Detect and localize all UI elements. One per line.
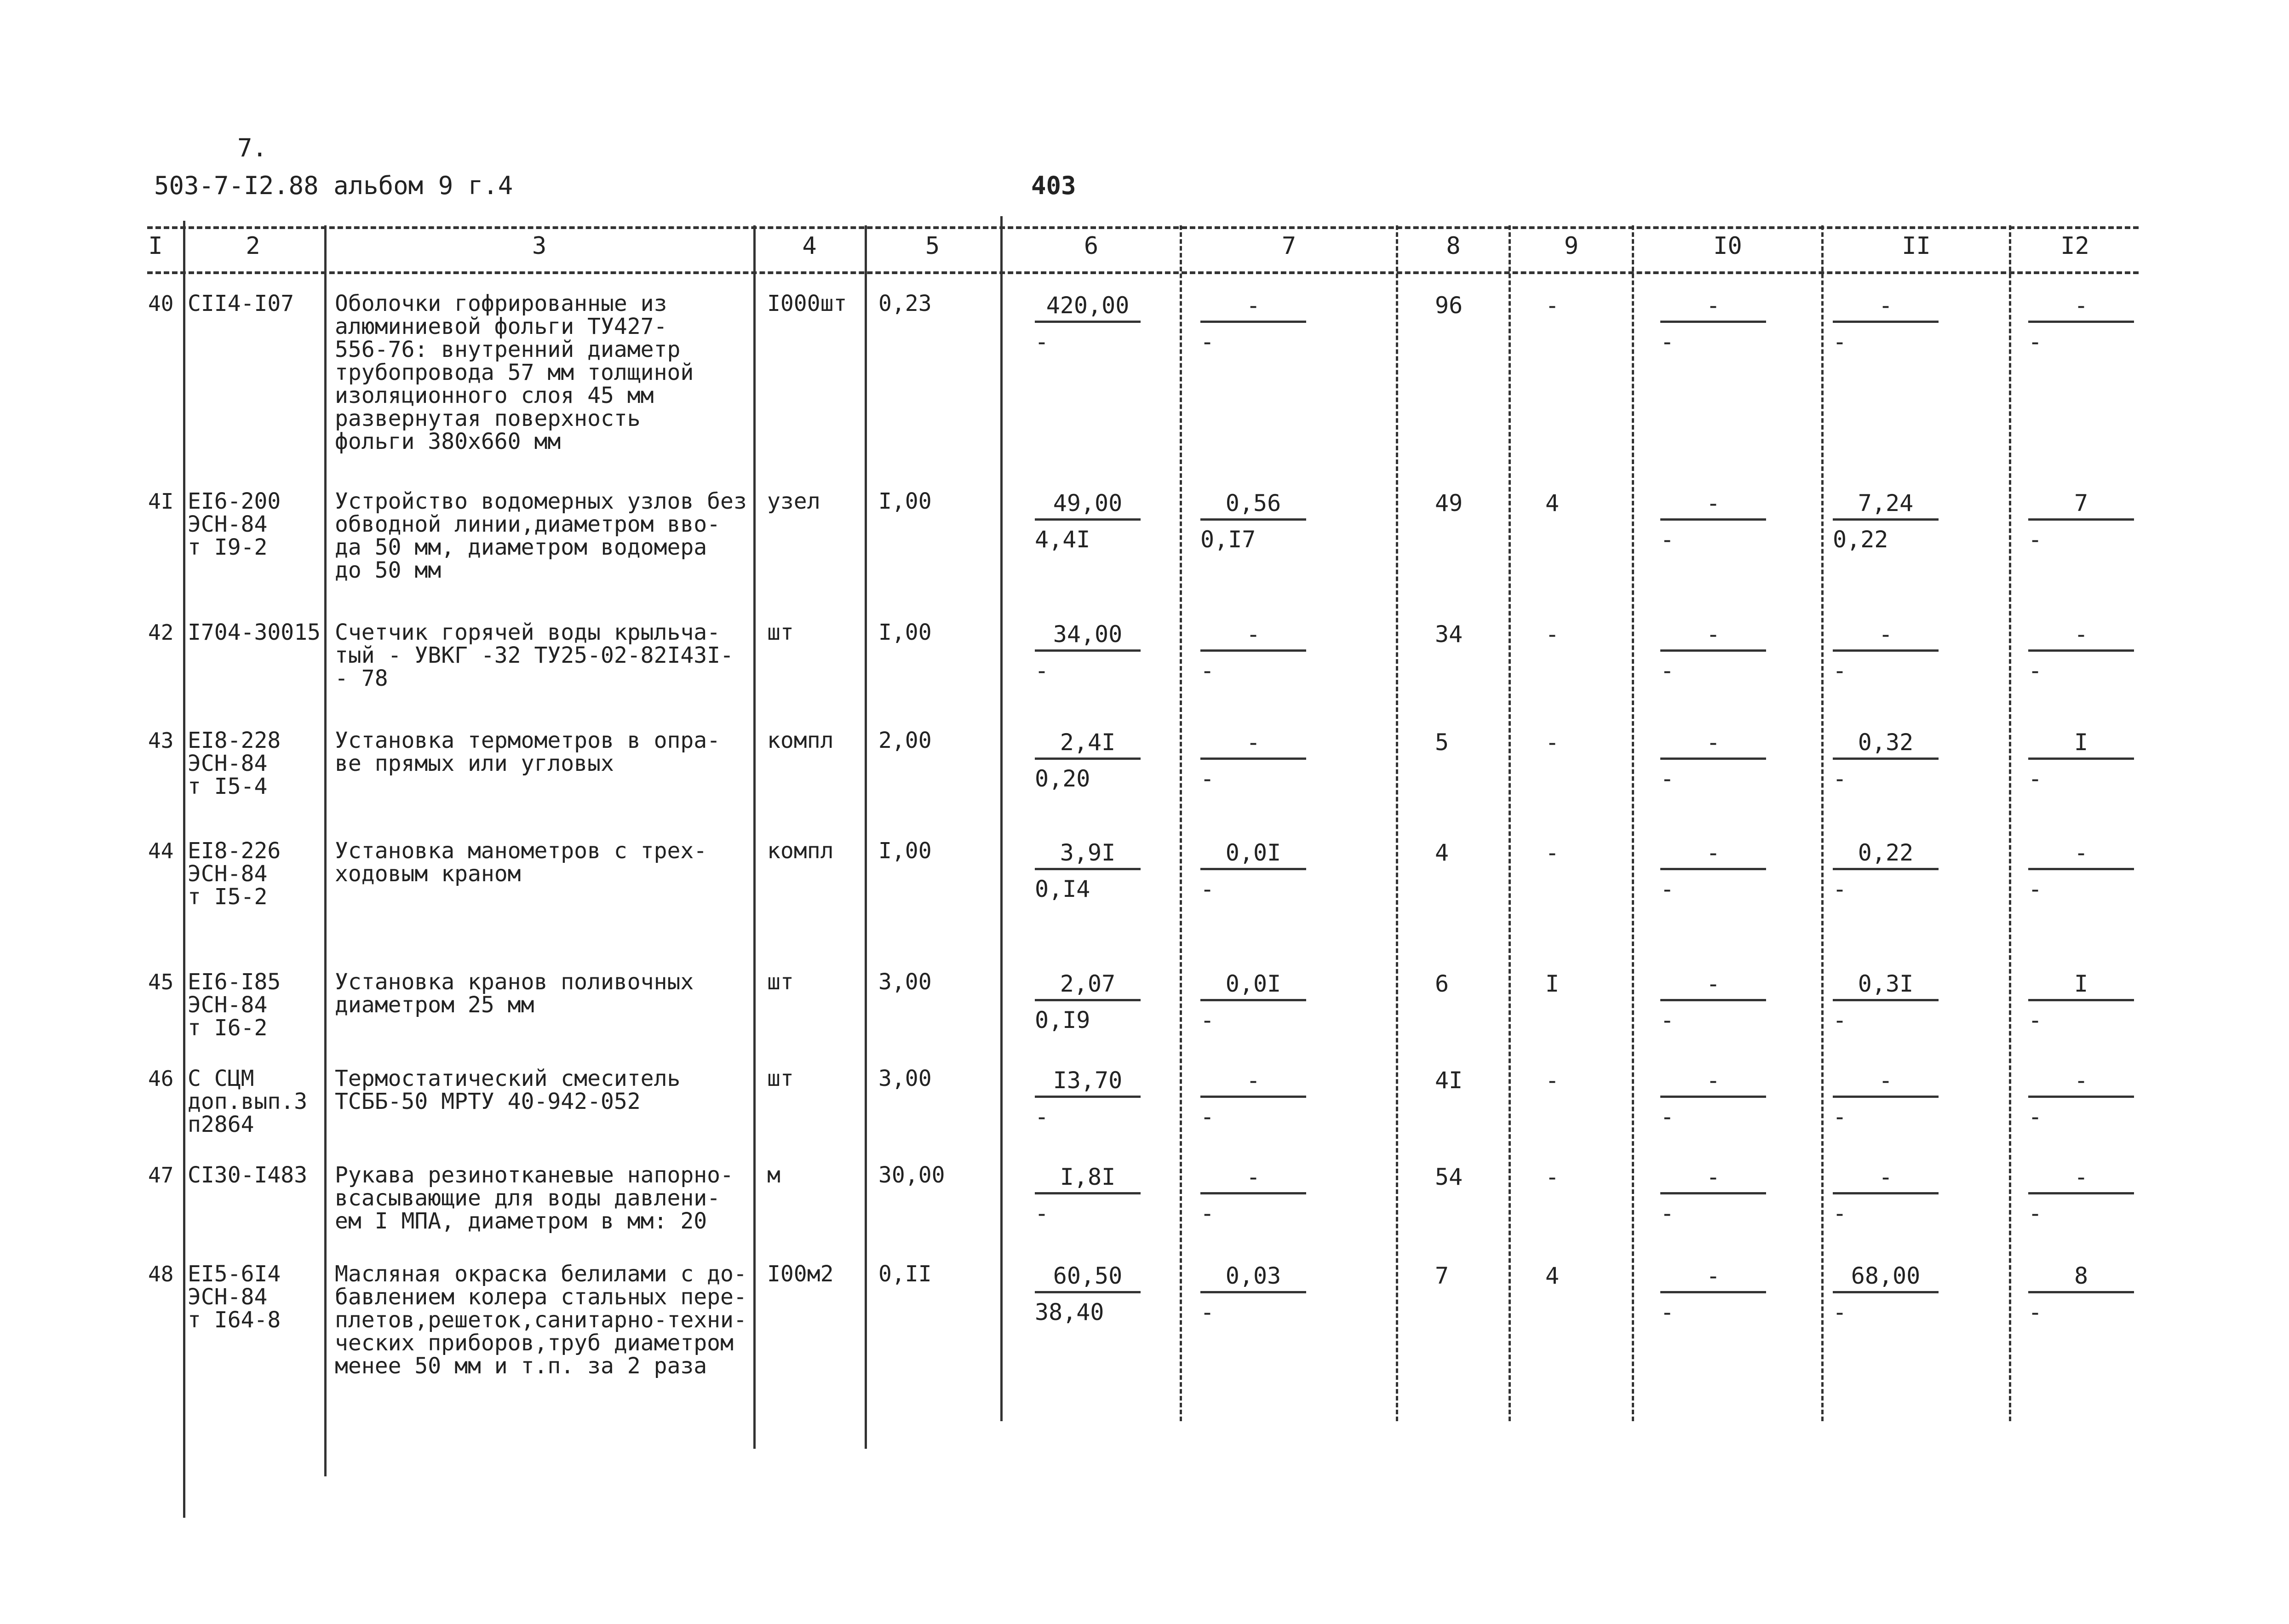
col9-value: - [1545, 1067, 1560, 1094]
quantity: I,00 [878, 488, 932, 514]
work-description: Оболочки гофрированные из алюминиевой фольги ТУ427- 556-76: внутренний диаметр трубопровода 57 мм толщиной изоляционного слоя 45 мм развернутая поверхность фольги 380х660 мм [335, 291, 694, 454]
fraction-c12 [2028, 1067, 2134, 1130]
c7-numerator: - [1200, 292, 1306, 323]
c10-denominator: - [1660, 765, 1675, 792]
fraction-c12 [2028, 729, 2134, 792]
col9-value: - [1545, 839, 1560, 866]
column-header: 4 [802, 232, 817, 260]
c7-denominator: - [1200, 1103, 1215, 1130]
col9-value: - [1545, 621, 1560, 648]
c11-denominator: - [1833, 657, 1847, 684]
fraction-c10 [1660, 1067, 1766, 1130]
fraction-c7 [1200, 839, 1306, 902]
c7-numerator: 0,0I [1200, 970, 1306, 1001]
unit: компл [767, 838, 834, 864]
c6-numerator: I,8I [1035, 1164, 1141, 1194]
column-header: I [148, 232, 163, 260]
c6-numerator: I3,70 [1035, 1067, 1141, 1098]
c11-numerator: 0,3I [1833, 970, 1939, 1001]
c11-denominator: - [1833, 1103, 1847, 1130]
col-divider [1000, 216, 1003, 1421]
col8-value: 6 [1435, 970, 1449, 997]
fraction-c6 [1035, 729, 1141, 792]
fraction-c12 [2028, 621, 2134, 684]
row-number: 47 [148, 1163, 174, 1188]
fraction-c10 [1660, 729, 1766, 792]
c6-denominator: 4,4I [1035, 526, 1090, 553]
c12-numerator: I [2028, 729, 2134, 760]
col9-value: 4 [1545, 1262, 1560, 1289]
fraction-c11 [1833, 729, 1939, 792]
column-header: II [1902, 232, 1931, 260]
fraction-c7 [1200, 1164, 1306, 1227]
col9-value: I [1545, 970, 1560, 997]
c11-numerator: - [1833, 621, 1939, 652]
c11-numerator: 0,22 [1833, 839, 1939, 870]
work-description: Термостатический смеситель ТСББ-50 МРТУ 40-942-052 [335, 1066, 681, 1114]
unit: компл [767, 728, 834, 753]
fraction-c6 [1035, 1164, 1141, 1227]
row-number: 45 [148, 970, 174, 994]
fraction-c11 [1833, 1262, 1939, 1326]
column-header: 5 [925, 232, 940, 260]
row-number: 42 [148, 620, 174, 645]
quantity: 0,23 [878, 291, 932, 316]
c10-denominator: - [1660, 876, 1675, 902]
fraction-c10 [1660, 1262, 1766, 1326]
c12-numerator: 8 [2028, 1262, 2134, 1293]
work-description: Установка кранов поливочных диаметром 25 мм [335, 969, 694, 1018]
norm-code: I704-30015 [188, 620, 321, 645]
fraction-c6 [1035, 292, 1141, 355]
col8-value: 49 [1435, 490, 1463, 516]
unit: шт [767, 969, 794, 995]
column-header: 6 [1084, 232, 1099, 260]
fraction-c7 [1200, 970, 1306, 1033]
c7-denominator: - [1200, 657, 1215, 684]
fraction-c7 [1200, 621, 1306, 684]
c11-numerator: 0,32 [1833, 729, 1939, 760]
norm-code: EI6-I85 ЭСН-84 т I6-2 [188, 969, 281, 1041]
c12-denominator: - [2028, 657, 2042, 684]
c10-numerator: - [1660, 970, 1766, 1001]
c10-denominator: - [1660, 328, 1675, 355]
c11-numerator: 68,00 [1833, 1262, 1939, 1293]
c12-denominator: - [2028, 876, 2042, 902]
row-number: 40 [148, 291, 174, 316]
fraction-c12 [2028, 839, 2134, 902]
c10-numerator: - [1660, 839, 1766, 870]
c6-denominator: 0,20 [1035, 765, 1090, 792]
unit: шт [767, 620, 794, 645]
norm-code: EI6-200 ЭСН-84 т I9-2 [188, 488, 281, 560]
norm-code: С СЦМ доп.вып.3 п2864 [188, 1066, 308, 1137]
c6-numerator: 60,50 [1035, 1262, 1141, 1293]
quantity: 30,00 [878, 1162, 945, 1188]
fraction-c11 [1833, 1067, 1939, 1130]
fraction-c6 [1035, 839, 1141, 902]
c10-denominator: - [1660, 1299, 1675, 1326]
c6-denominator: - [1035, 657, 1049, 684]
c12-denominator: - [2028, 328, 2042, 355]
c7-denominator: 0,I7 [1200, 526, 1256, 553]
fraction-c11 [1833, 292, 1939, 355]
c6-numerator: 3,9I [1035, 839, 1141, 870]
quantity: I,00 [878, 620, 932, 645]
fraction-c7 [1200, 490, 1306, 553]
column-header: 7 [1281, 232, 1297, 260]
col8-value: 4I [1435, 1067, 1463, 1094]
col-divider [1821, 225, 1824, 1421]
fraction-c12 [2028, 1262, 2134, 1326]
c10-denominator: - [1660, 1103, 1675, 1130]
col-divider [1632, 225, 1634, 1421]
col8-value: 7 [1435, 1262, 1449, 1289]
row-number: 4I [148, 489, 174, 514]
c10-numerator: - [1660, 490, 1766, 521]
column-header: I0 [1713, 232, 1742, 260]
c12-denominator: - [2028, 765, 2042, 792]
fraction-c11 [1833, 839, 1939, 902]
fraction-c10 [1660, 621, 1766, 684]
fraction-c6 [1035, 970, 1141, 1033]
c11-numerator: - [1833, 1164, 1939, 1194]
c11-numerator: 7,24 [1833, 490, 1939, 521]
quantity: 3,00 [878, 969, 932, 995]
fraction-c7 [1200, 729, 1306, 792]
c10-numerator: - [1660, 1262, 1766, 1293]
work-description: Масляная окраска белилами с до- бавлением колера стальных пере- плетов,решеток,санитарно-техни- ческих приборов,труб диаметром менее 50 мм и т.п. за 2 раза [335, 1261, 747, 1379]
c6-numerator: 2,4I [1035, 729, 1141, 760]
c12-numerator: - [2028, 621, 2134, 652]
col9-value: - [1545, 292, 1560, 319]
c7-numerator: 0,56 [1200, 490, 1306, 521]
c7-denominator: - [1200, 1007, 1215, 1033]
c6-numerator: 34,00 [1035, 621, 1141, 652]
c12-denominator: - [2028, 1299, 2042, 1326]
fraction-c10 [1660, 490, 1766, 553]
col9-value: 4 [1545, 490, 1560, 516]
c12-denominator: - [2028, 1007, 2042, 1033]
column-header: 9 [1564, 232, 1579, 260]
col9-value: - [1545, 729, 1560, 756]
row-number: 48 [148, 1262, 174, 1286]
c12-numerator: 7 [2028, 490, 2134, 521]
c12-numerator: - [2028, 839, 2134, 870]
header-bottom-rule [147, 271, 2139, 274]
fraction-c12 [2028, 1164, 2134, 1227]
c11-denominator: 0,22 [1833, 526, 1888, 553]
col8-value: 54 [1435, 1164, 1463, 1190]
quantity: I,00 [878, 838, 932, 864]
col8-value: 96 [1435, 292, 1463, 319]
c12-denominator: - [2028, 1103, 2042, 1130]
c7-numerator: - [1200, 621, 1306, 652]
c10-denominator: - [1660, 1007, 1675, 1033]
fraction-c10 [1660, 839, 1766, 902]
fraction-c6 [1035, 621, 1141, 684]
unit: I000шт [767, 291, 847, 316]
fraction-c7 [1200, 292, 1306, 355]
norm-code: EI8-228 ЭСН-84 т I5-4 [188, 728, 281, 799]
c7-numerator: 0,03 [1200, 1262, 1306, 1293]
c11-denominator: - [1833, 1007, 1847, 1033]
fraction-c11 [1833, 490, 1939, 553]
column-header: 2 [246, 232, 260, 260]
c10-denominator: - [1660, 657, 1675, 684]
c7-numerator: - [1200, 729, 1306, 760]
document-reference: 503-7-I2.88 альбом 9 г.4 [154, 171, 513, 200]
work-description: Рукава резинотканевые напорно- всасывающие для воды давлени- ем I МПА, диаметром в мм: 20 [335, 1162, 734, 1234]
c12-numerator: I [2028, 970, 2134, 1001]
work-description: Устройство водомерных узлов без обводной линии,диаметром вво- да 50 мм, диаметром водомера до 50 мм [335, 488, 747, 583]
quantity: 0,II [878, 1261, 932, 1287]
c12-denominator: - [2028, 526, 2042, 553]
norm-code: EI5-6I4 ЭСН-84 т I64-8 [188, 1261, 281, 1333]
row-number: 44 [148, 838, 174, 863]
norm-code: CI30-I483 [188, 1162, 308, 1188]
fraction-c10 [1660, 292, 1766, 355]
unit: I00м2 [767, 1261, 834, 1287]
unit: шт [767, 1066, 794, 1091]
col8-value: 4 [1435, 839, 1449, 866]
c10-numerator: - [1660, 292, 1766, 323]
col-divider [865, 225, 867, 1449]
c10-numerator: - [1660, 621, 1766, 652]
sheet-number: 403 [1031, 171, 1076, 200]
fraction-c11 [1833, 970, 1939, 1033]
col-divider [1396, 225, 1398, 1421]
quantity: 2,00 [878, 728, 932, 753]
fraction-c11 [1833, 1164, 1939, 1227]
work-description: Установка термометров в опра- ве прямых или угловых [335, 728, 721, 776]
c6-denominator: - [1035, 1103, 1049, 1130]
norm-code: EI8-226 ЭСН-84 т I5-2 [188, 838, 281, 910]
c11-denominator: - [1833, 765, 1847, 792]
fraction-c6 [1035, 1262, 1141, 1326]
c11-denominator: - [1833, 876, 1847, 902]
c7-numerator: - [1200, 1164, 1306, 1194]
fraction-c10 [1660, 970, 1766, 1033]
c10-denominator: - [1660, 1200, 1675, 1227]
c6-denominator: 38,40 [1035, 1299, 1104, 1326]
fraction-c7 [1200, 1067, 1306, 1130]
fraction-c11 [1833, 621, 1939, 684]
fraction-c12 [2028, 490, 2134, 553]
c7-numerator: 0,0I [1200, 839, 1306, 870]
c7-numerator: - [1200, 1067, 1306, 1098]
column-header: 3 [532, 232, 547, 260]
col-divider [183, 221, 185, 1518]
c11-denominator: - [1833, 328, 1847, 355]
c10-numerator: - [1660, 1067, 1766, 1098]
header-top-rule [147, 226, 2139, 229]
unit: узел [767, 488, 820, 514]
c6-denominator: 0,I9 [1035, 1007, 1090, 1033]
fraction-c12 [2028, 292, 2134, 355]
c11-denominator: - [1833, 1299, 1847, 1326]
col-divider [1180, 225, 1182, 1421]
norm-code: CII4-I07 [188, 291, 294, 316]
unit: м [767, 1162, 780, 1188]
c11-denominator: - [1833, 1200, 1847, 1227]
fraction-c6 [1035, 490, 1141, 553]
c6-denominator: - [1035, 328, 1049, 355]
column-header: 8 [1446, 232, 1461, 260]
c10-numerator: - [1660, 1164, 1766, 1194]
c12-numerator: - [2028, 1067, 2134, 1098]
fraction-c12 [2028, 970, 2134, 1033]
c6-numerator: 49,00 [1035, 490, 1141, 521]
c6-denominator: 0,I4 [1035, 876, 1090, 902]
c12-numerator: - [2028, 1164, 2134, 1194]
c12-numerator: - [2028, 292, 2134, 323]
c6-numerator: 420,00 [1035, 292, 1141, 323]
c10-numerator: - [1660, 729, 1766, 760]
c6-numerator: 2,07 [1035, 970, 1141, 1001]
c6-denominator: - [1035, 1200, 1049, 1227]
col8-value: 34 [1435, 621, 1463, 648]
col8-value: 5 [1435, 729, 1449, 756]
c11-numerator: - [1833, 292, 1939, 323]
col-divider [324, 225, 327, 1476]
row-number: 46 [148, 1066, 174, 1091]
c7-denominator: - [1200, 1299, 1215, 1326]
page-number: 7. [237, 133, 268, 162]
work-description: Установка манометров с трех- ходовым краном [335, 838, 707, 887]
col-divider [753, 225, 756, 1449]
col-divider [1509, 225, 1511, 1421]
c7-denominator: - [1200, 876, 1215, 902]
work-description: Счетчик горячей воды крыльча- тый - УВКГ -32 ТУ25-02-82I43I- - 78 [335, 620, 734, 691]
col9-value: - [1545, 1164, 1560, 1190]
quantity: 3,00 [878, 1066, 932, 1091]
c10-denominator: - [1660, 526, 1675, 553]
row-number: 43 [148, 728, 174, 753]
col-divider [2009, 225, 2011, 1421]
fraction-c10 [1660, 1164, 1766, 1227]
c7-denominator: - [1200, 1200, 1215, 1227]
fraction-c6 [1035, 1067, 1141, 1130]
c11-numerator: - [1833, 1067, 1939, 1098]
column-header: I2 [2060, 232, 2089, 260]
c12-denominator: - [2028, 1200, 2042, 1227]
fraction-c7 [1200, 1262, 1306, 1326]
c7-denominator: - [1200, 328, 1215, 355]
c7-denominator: - [1200, 765, 1215, 792]
